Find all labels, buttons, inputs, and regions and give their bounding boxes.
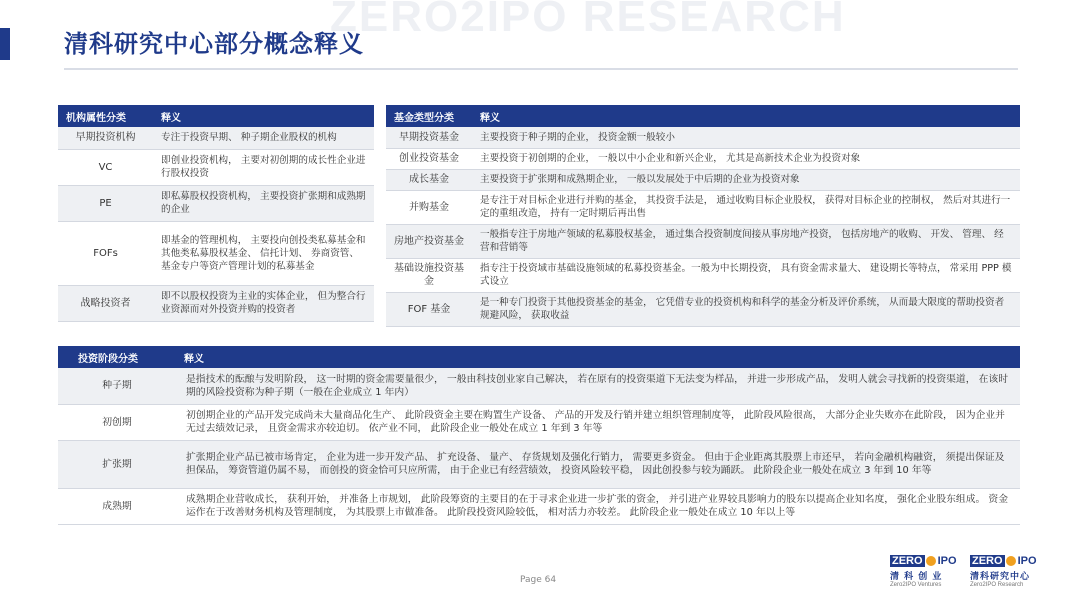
row-category: 并购基金 xyxy=(386,190,472,224)
row-category: PE xyxy=(58,185,153,221)
watermark-text: ZERO2IPO RESEARCH xyxy=(330,0,846,41)
table-row xyxy=(386,292,1020,326)
row-definition: 是一种专门投资于其他投资基金的基金， 它凭借专业的投资机构和科学的基金分析及评价系统， 从而最大限度的帮助投资者规避风险， 获取收益 xyxy=(472,292,1020,326)
row-category: 早期投资机构 xyxy=(58,127,153,149)
title-accent-bar xyxy=(0,28,10,60)
row-category: 房地产投资基金 xyxy=(386,224,472,258)
row-definition: 是指技术的酝酿与发明阶段， 这一时期的资金需要量很少， 一般由科技创业家自己解决， 若在原有的投资渠道下无法变为样品， 并进一步形成产品， 发明人就会寻找新的投资渠道， 在该时期的风险投资称为种子期（一般在企业成立 1 年内） xyxy=(176,368,1020,404)
table-row xyxy=(58,149,374,185)
row-category: FOF 基金 xyxy=(386,292,472,326)
page-title: 清科研究中心部分概念释义 xyxy=(64,30,364,58)
logo-ipo-text: IPO xyxy=(937,555,957,567)
row-definition: 一般指专注于房地产领域的私募股权基金， 通过集合投资制度间接从事房地产投资， 包括房地产的收购、 开发、 管理、 经营和营销等 xyxy=(472,224,1020,258)
table-row xyxy=(58,368,1020,404)
table-row xyxy=(58,440,1020,488)
table-row xyxy=(386,190,1020,224)
table-header-row xyxy=(58,346,1020,368)
row-definition: 扩张期企业产品已被市场肯定， 企业为进一步开发产品、 扩充设备、 量产、 存货规划及强化行销力， 需要更多资金。 但由于企业距离其股票上市还早， 若向金融机构融资， 须提出保证及担保品， 筹资管道仍属不易， 而创投的资金恰可只应所需， 由于企业已有经营绩效， 投资风险较平稳， 因此创投参与较为踊跃。 此阶段企业一般处在成立 3 年到 10 年等 xyxy=(176,440,1020,488)
row-definition: 即创业投资机构， 主要对初创期的成长性企业进行股权投资 xyxy=(153,149,374,185)
row-category: 种子期 xyxy=(58,368,176,404)
row-definition: 即私募股权投资机构， 主要投资扩张期和成熟期的企业 xyxy=(153,185,374,221)
fund-type-table xyxy=(386,105,1020,327)
header-category: 投资阶段分类 xyxy=(58,346,176,368)
table-header-row xyxy=(386,105,1020,127)
table-row xyxy=(386,148,1020,169)
row-category: 创业投资基金 xyxy=(386,148,472,169)
row-category: FOFs xyxy=(58,221,153,285)
row-definition: 指专注于投资域市基础设施领域的私募投资基金。一般为中长期投资， 具有资金需求量大、 建设期长等特点， 常采用 PPP 模式设立 xyxy=(472,258,1020,292)
row-definition: 专注于投资早期、 种子期企业股权的机构 xyxy=(153,127,374,149)
table-row xyxy=(58,221,374,285)
table-row xyxy=(386,224,1020,258)
header-definition: 释义 xyxy=(472,105,1020,127)
logo-zero-text: ZERO xyxy=(972,555,1003,567)
header-definition: 释义 xyxy=(153,105,374,127)
table-row xyxy=(58,488,1020,524)
row-category: 基础设施投资基金 xyxy=(386,258,472,292)
table-header-row xyxy=(58,105,374,127)
row-category: 战略投资者 xyxy=(58,285,153,321)
row-category: 早期投资基金 xyxy=(386,127,472,148)
title-divider xyxy=(64,68,1018,70)
row-category: 成长基金 xyxy=(386,169,472,190)
table-row xyxy=(386,169,1020,190)
page-number: Page 64 xyxy=(520,575,557,585)
row-category: 成熟期 xyxy=(58,488,176,524)
logo-english-name: Zero2IPO Research xyxy=(970,582,1024,588)
zero2ipo-ventures-logo xyxy=(890,555,962,595)
institution-type-table xyxy=(58,105,374,322)
logo-english-name: Zero2IPO Ventures xyxy=(890,582,942,588)
row-definition: 主要投资于初创期的企业， 一般以中小企业和新兴企业， 尤其是高新技术企业为投资对象 xyxy=(472,148,1020,169)
table-row xyxy=(58,404,1020,440)
table-row xyxy=(386,127,1020,148)
zero2ipo-research-logo xyxy=(970,555,1042,595)
row-definition: 初创期企业的产品开发完成尚未大量商品化生产、 此阶段资金主要在购置生产设备、 产品的开发及行销并建立组织管理制度等， 此阶段风险很高， 大部分企业失败亦在此阶段， 因为企业并无过去绩效记录， 且资金需求亦较迫切。 依产业不同， 此阶段企业一般处在成立 1 年到 3 年等 xyxy=(176,404,1020,440)
table-row xyxy=(58,285,374,321)
row-category: VC xyxy=(58,149,153,185)
investment-stage-table xyxy=(58,346,1020,525)
row-category: 扩张期 xyxy=(58,440,176,488)
header-category: 基金类型分类 xyxy=(386,105,472,127)
header-category: 机构属性分类 xyxy=(58,105,153,127)
logo-two-icon xyxy=(926,556,936,566)
row-category: 初创期 xyxy=(58,404,176,440)
table-row xyxy=(58,127,374,149)
table-row xyxy=(58,185,374,221)
logo-zero-text: ZERO xyxy=(892,555,923,567)
row-definition: 即不以股权投资为主业的实体企业， 但为整合行业资源而对外投资并购的投资者 xyxy=(153,285,374,321)
logo-chinese-name: 清科研究中心 xyxy=(970,572,1031,582)
logo-ipo-text: IPO xyxy=(1017,555,1037,567)
row-definition: 即基金的管理机构， 主要投向创投类私募基金和其他类私募股权基金、 信托计划、 券商资管、 基金专户等资产管理计划的私募基金 xyxy=(153,221,374,285)
logo-chinese-name: 清 科 创 业 xyxy=(890,572,943,582)
row-definition: 主要投资于扩张期和成熟期企业， 一般以发展处于中后期的企业为投资对象 xyxy=(472,169,1020,190)
header-definition: 释义 xyxy=(176,346,1020,368)
logo-two-icon xyxy=(1006,556,1016,566)
row-definition: 成熟期企业营收成长， 获利开始， 并准备上市规划， 此阶段筹资的主要目的在于寻求企业进一步扩张的资金， 并引进产业界较具影响力的股东以提高企业知名度， 强化企业股东组成。 资金运作在于改善财务机构及管理制度， 为其股票上市做准备。 此阶段投资风险较低， 相对活力亦较差。 此阶段企业一般处在成立 10 年以上等 xyxy=(176,488,1020,524)
row-definition: 是专注于对目标企业进行并购的基金， 其投资手法是， 通过收购目标企业股权， 获得对目标企业的控制权， 然后对其进行一定的重组改造， 持有一定时期后再出售 xyxy=(472,190,1020,224)
table-row xyxy=(386,258,1020,292)
row-definition: 主要投资于种子期的企业， 投资金额一般较小 xyxy=(472,127,1020,148)
